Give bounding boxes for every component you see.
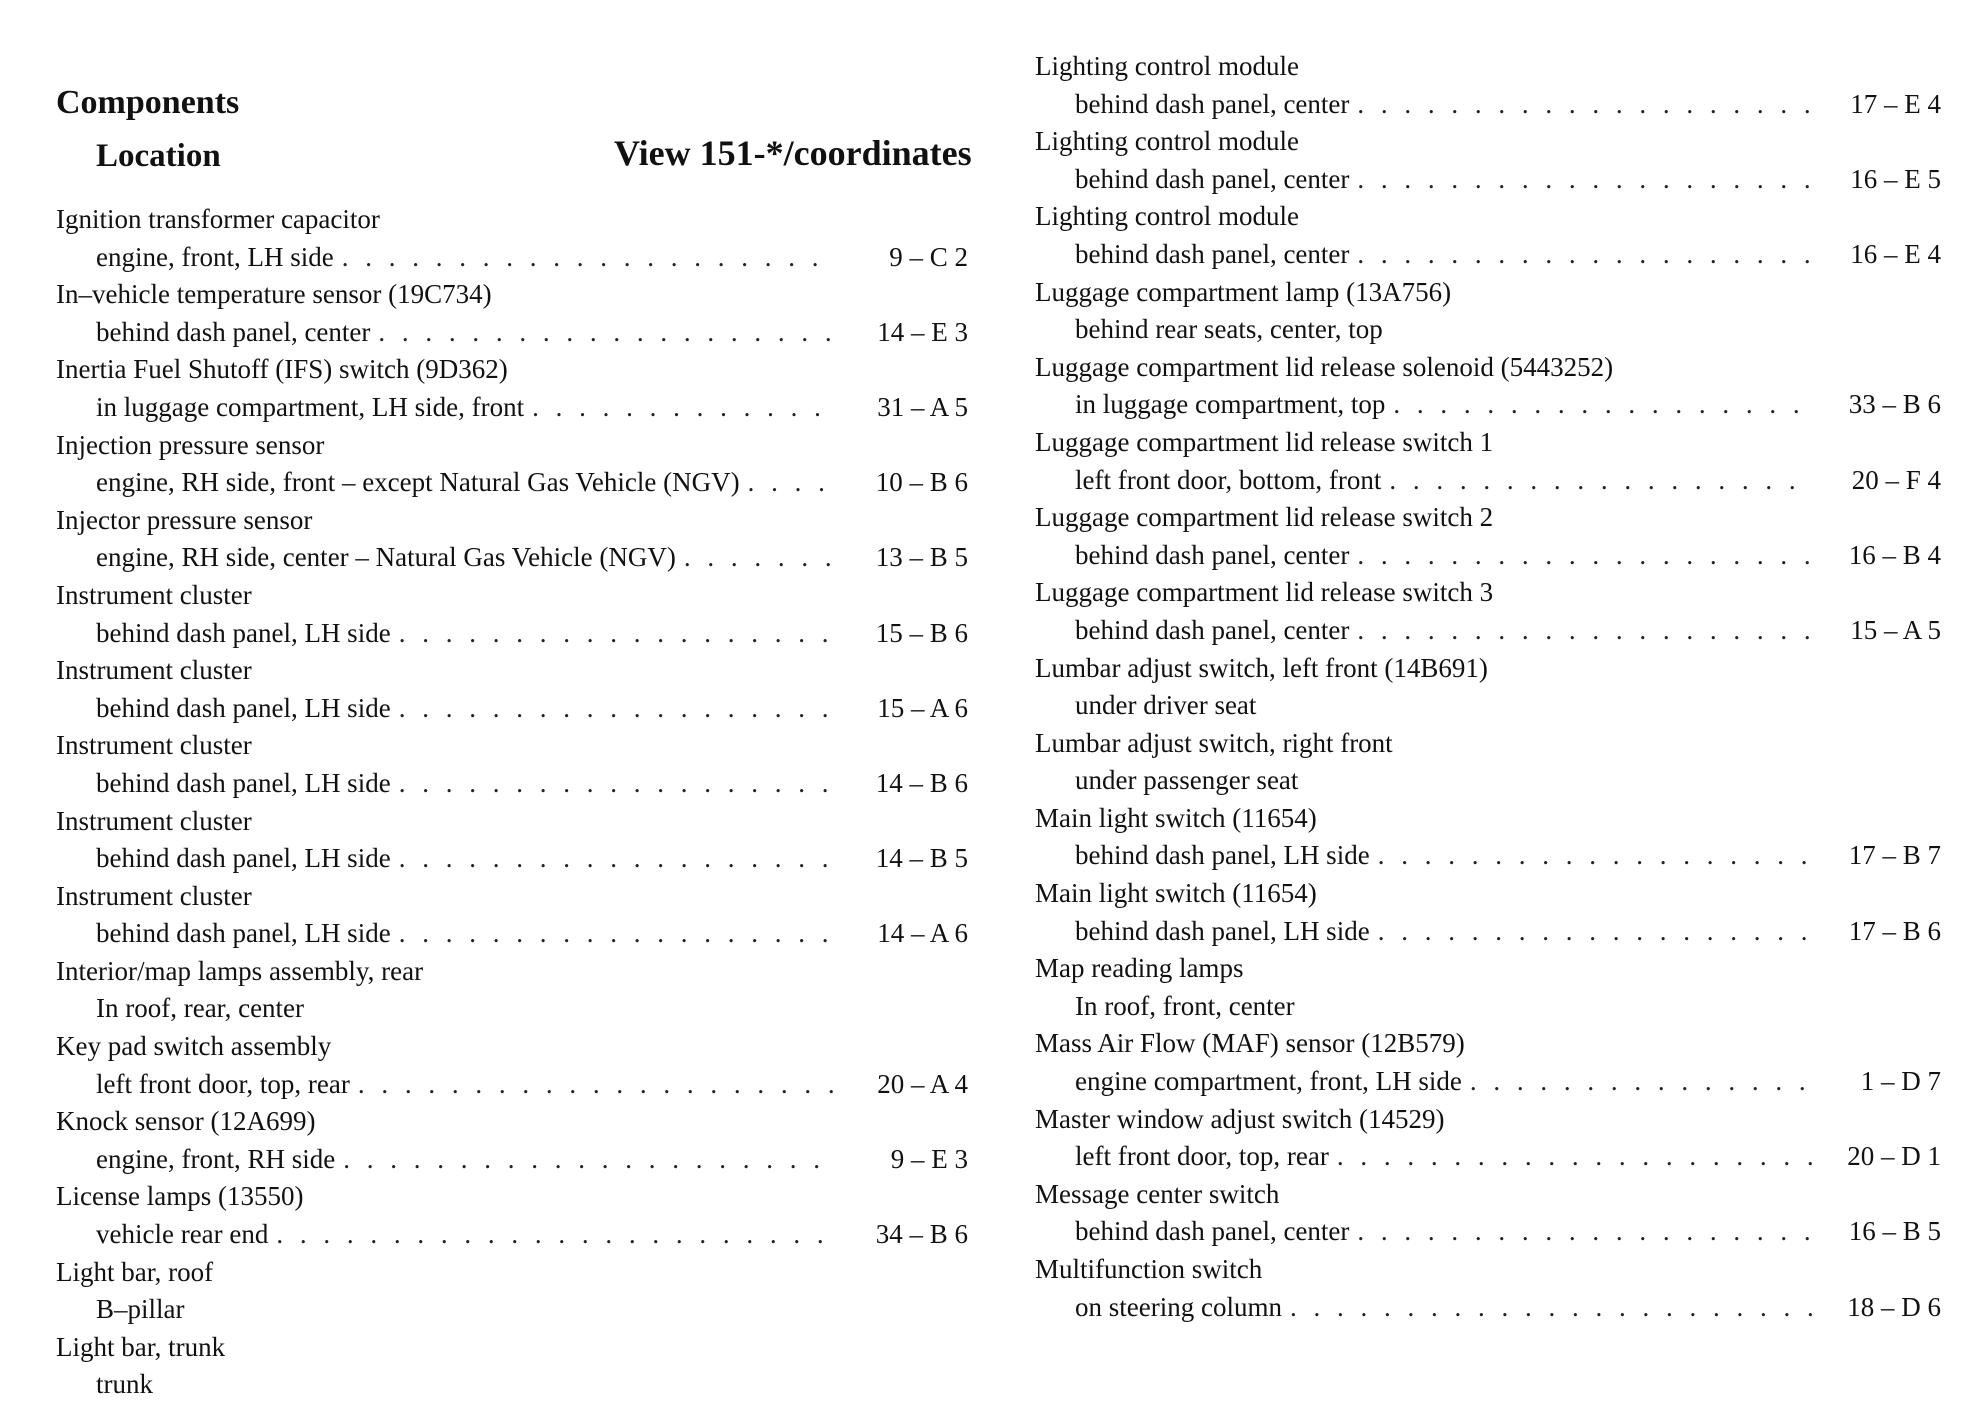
- view-coordinate: 17 – E 4: [1850, 88, 1941, 119]
- component-location: behind dash panel, LH side: [96, 918, 391, 949]
- component-name: Inertia Fuel Shutoff (IFS) switch (9D362): [56, 354, 508, 385]
- component-entry: [1035, 349, 1941, 424]
- component-location: engine, RH side, front – except Natural Gas Vehicle (NGV): [96, 467, 740, 498]
- location-row: [1035, 837, 1941, 875]
- view-coordinate: 1 – D 7: [1860, 1066, 1941, 1097]
- component-location: vehicle rear end: [96, 1219, 269, 1250]
- view-coordinate: 31 – A 5: [877, 391, 968, 422]
- dot-leader: [1378, 837, 1813, 875]
- component-name: Instrument cluster: [56, 655, 252, 686]
- view-coordinate: 15 – A 5: [1850, 614, 1941, 645]
- component-location: behind dash panel, center: [1075, 238, 1350, 269]
- view-coordinate: 15 – A 6: [877, 692, 968, 723]
- component-location: engine compartment, front, LH side: [1075, 1066, 1462, 1097]
- location-row: [1035, 1289, 1941, 1327]
- component-name: Key pad switch assembly: [56, 1031, 332, 1062]
- component-name: Luggage compartment lid release solenoid (5443252): [1035, 351, 1614, 382]
- component-entry: [1035, 274, 1941, 349]
- component-name: Luggage compartment lid release switch 3: [1035, 577, 1494, 608]
- dot-leader: [358, 1066, 836, 1104]
- location-row: [1035, 462, 1941, 500]
- component-name: Instrument cluster: [56, 730, 252, 761]
- component-entry: [1035, 800, 1941, 875]
- component-entry: [1035, 1101, 1941, 1176]
- component-location: on steering column: [1075, 1291, 1282, 1322]
- view-coordinate: 16 – E 5: [1850, 163, 1941, 194]
- dot-leader: [1357, 612, 1813, 650]
- view-coordinate: 18 – D 6: [1847, 1291, 1941, 1322]
- dot-leader: [1357, 1213, 1813, 1251]
- view-coordinate: 33 – B 6: [1848, 389, 1941, 420]
- dot-leader: [399, 840, 836, 878]
- location-row: [56, 690, 968, 728]
- component-entry: [1035, 574, 1941, 649]
- view-coordinate: 34 – B 6: [875, 1219, 968, 1250]
- component-location: behind rear seats, center, top: [1075, 314, 1383, 345]
- component-name: Lumbar adjust switch, left front (14B691): [1035, 652, 1488, 683]
- dot-leader: [399, 915, 836, 953]
- component-name: Knock sensor (12A699): [56, 1106, 316, 1137]
- location-row: [56, 615, 968, 653]
- component-entry: [56, 1028, 968, 1103]
- component-location: under driver seat: [1075, 690, 1257, 721]
- component-location: behind dash panel, center: [1075, 614, 1350, 645]
- component-location: B–pillar: [96, 1294, 185, 1325]
- view-coordinate: 16 – E 4: [1850, 238, 1941, 269]
- location-row: [56, 1291, 968, 1329]
- component-location: behind dash panel, LH side: [96, 767, 391, 798]
- component-entry: [1035, 48, 1941, 123]
- component-entry: [1035, 499, 1941, 574]
- component-entry: [1035, 725, 1941, 800]
- component-location: behind dash panel, LH side: [1075, 840, 1370, 871]
- component-entry: [1035, 1025, 1941, 1100]
- location-row: [56, 539, 968, 577]
- component-name: Main light switch (11654): [1035, 878, 1317, 909]
- dot-leader: [343, 1141, 836, 1179]
- component-location: In roof, rear, center: [96, 993, 305, 1024]
- component-name: Luggage compartment lid release switch 1: [1035, 426, 1494, 457]
- location-row: [56, 1141, 968, 1179]
- component-name: Instrument cluster: [56, 579, 252, 610]
- component-entry: [56, 727, 968, 802]
- component-entry: [1035, 198, 1941, 273]
- component-list-right: [1035, 48, 1941, 1326]
- location-row: [1035, 161, 1941, 199]
- location-row: [56, 239, 968, 277]
- component-name: License lamps (13550): [56, 1181, 304, 1212]
- component-name: Lumbar adjust switch, right front: [1035, 727, 1393, 758]
- component-name: Lighting control module: [1035, 201, 1299, 232]
- location-row: [56, 1366, 968, 1404]
- component-entry: [56, 201, 968, 276]
- view-coordinate: 14 – B 6: [875, 767, 968, 798]
- dot-leader: [342, 239, 836, 277]
- dot-leader: [684, 539, 836, 577]
- location-row: [1035, 988, 1941, 1026]
- dot-leader: [1357, 236, 1813, 274]
- location-row: [1035, 236, 1941, 274]
- view-coordinate: 9 – E 3: [890, 1143, 968, 1174]
- dot-leader: [1470, 1063, 1813, 1101]
- component-name: Message center switch: [1035, 1178, 1280, 1209]
- component-entry: [56, 652, 968, 727]
- component-entry: [56, 351, 968, 426]
- view-coordinate: 16 – B 4: [1848, 539, 1941, 570]
- dot-leader: [399, 690, 836, 728]
- view-coordinate: 20 – D 1: [1847, 1141, 1941, 1172]
- view-coordinate: 16 – B 5: [1848, 1216, 1941, 1247]
- component-entry: [56, 577, 968, 652]
- view-coordinate: 20 – F 4: [1851, 464, 1941, 495]
- location-row: [56, 840, 968, 878]
- component-name: Lighting control module: [1035, 51, 1299, 81]
- column-header-view-coordinates: View 151-*/coordinates: [614, 133, 972, 173]
- dot-leader: [748, 464, 836, 502]
- component-name: Lighting control module: [1035, 126, 1299, 157]
- component-location: behind dash panel, LH side: [96, 617, 391, 648]
- location-row: [1035, 1063, 1941, 1101]
- component-location: engine, front, RH side: [96, 1143, 336, 1174]
- dot-leader: [1378, 913, 1813, 951]
- view-coordinate: 13 – B 5: [875, 542, 968, 573]
- component-location: behind dash panel, center: [96, 316, 371, 347]
- location-row: [56, 464, 968, 502]
- dot-leader: [378, 314, 836, 352]
- dot-leader: [1290, 1289, 1813, 1327]
- component-entry: [56, 276, 968, 351]
- component-name: Interior/map lamps assembly, rear: [56, 955, 424, 986]
- component-location: in luggage compartment, LH side, front: [96, 391, 525, 422]
- component-location: in luggage compartment, top: [1075, 389, 1386, 420]
- component-name: Instrument cluster: [56, 880, 252, 911]
- component-entry: [56, 803, 968, 878]
- component-entry: [56, 1329, 968, 1404]
- component-location: behind dash panel, LH side: [1075, 915, 1370, 946]
- location-row: [1035, 687, 1941, 725]
- location-row: [1035, 762, 1941, 800]
- component-location: In roof, front, center: [1075, 990, 1295, 1021]
- location-row: [56, 314, 968, 352]
- location-row: [56, 765, 968, 803]
- component-name: Ignition transformer capacitor: [56, 204, 380, 234]
- location-row: [1035, 311, 1941, 349]
- component-location: behind dash panel, center: [1075, 1216, 1350, 1247]
- page-title: Components: [56, 84, 240, 121]
- component-name: Luggage compartment lamp (13A756): [1035, 276, 1452, 307]
- component-location: behind dash panel, center: [1075, 88, 1350, 119]
- location-row: [56, 1066, 968, 1104]
- location-row: [56, 915, 968, 953]
- component-entry: [1035, 950, 1941, 1025]
- component-location: left front door, top, rear: [96, 1068, 350, 1099]
- component-entry: [56, 953, 968, 1028]
- dot-leader: [399, 615, 836, 653]
- location-row: [1035, 612, 1941, 650]
- dot-leader: [1357, 161, 1813, 199]
- location-row: [1035, 1213, 1941, 1251]
- dot-leader: [1357, 537, 1813, 575]
- view-coordinate: 17 – B 7: [1848, 840, 1941, 871]
- component-location: behind dash panel, center: [1075, 539, 1350, 570]
- component-location: behind dash panel, center: [1075, 163, 1350, 194]
- component-entry: [56, 1254, 968, 1329]
- column-header-location: Location: [96, 138, 221, 174]
- component-location: left front door, bottom, front: [1075, 464, 1382, 495]
- component-entry: [1035, 1176, 1941, 1251]
- component-name: In–vehicle temperature sensor (19C734): [56, 279, 492, 310]
- view-coordinate: 10 – B 6: [875, 467, 968, 498]
- view-coordinate: 17 – B 6: [1848, 915, 1941, 946]
- component-entry: [1035, 424, 1941, 499]
- component-name: Injector pressure sensor: [56, 504, 313, 535]
- component-location: trunk: [96, 1369, 153, 1400]
- dot-leader: [276, 1216, 836, 1254]
- component-entry: [56, 1178, 968, 1253]
- component-location: engine, front, LH side: [96, 241, 334, 272]
- view-coordinate: 20 – A 4: [877, 1068, 968, 1099]
- dot-leader: [399, 765, 836, 803]
- location-row: [56, 1216, 968, 1254]
- view-coordinate: 15 – B 6: [875, 617, 968, 648]
- view-coordinate: 9 – C 2: [889, 241, 968, 272]
- location-row: [1035, 386, 1941, 424]
- dot-leader: [1337, 1138, 1813, 1176]
- component-name: Map reading lamps: [1035, 953, 1244, 984]
- component-location: under passenger seat: [1075, 765, 1299, 796]
- component-name: Main light switch (11654): [1035, 802, 1317, 833]
- location-row: [56, 389, 968, 427]
- component-location: behind dash panel, LH side: [96, 843, 391, 874]
- component-entry: [1035, 650, 1941, 725]
- component-list-left: [56, 201, 968, 1404]
- location-row: [1035, 913, 1941, 951]
- dot-leader: [1389, 462, 1813, 500]
- component-entry: [56, 502, 968, 577]
- component-location: behind dash panel, LH side: [96, 692, 391, 723]
- component-location: left front door, top, rear: [1075, 1141, 1329, 1172]
- component-entry: [1035, 123, 1941, 198]
- location-row: [1035, 537, 1941, 575]
- component-name: Multifunction switch: [1035, 1254, 1263, 1284]
- view-coordinate: 14 – E 3: [877, 316, 968, 347]
- component-name: Luggage compartment lid release switch 2: [1035, 502, 1494, 533]
- component-entry: [1035, 875, 1941, 950]
- component-location: engine, RH side, center – Natural Gas Vehicle (NGV): [96, 542, 676, 573]
- location-row: [56, 990, 968, 1028]
- component-entry: [1035, 1251, 1941, 1326]
- view-coordinate: 14 – A 6: [877, 918, 968, 949]
- component-entry: [56, 878, 968, 953]
- location-row: [1035, 1138, 1941, 1176]
- view-coordinate: 14 – B 5: [875, 843, 968, 874]
- component-name: Mass Air Flow (MAF) sensor (12B579): [1035, 1028, 1465, 1059]
- component-entry: [56, 427, 968, 502]
- dot-leader: [532, 389, 836, 427]
- component-entry: [56, 1103, 968, 1178]
- dot-leader: [1357, 86, 1813, 124]
- component-name: Light bar, trunk: [56, 1331, 226, 1362]
- dot-leader: [1393, 386, 1813, 424]
- component-name: Light bar, roof: [56, 1256, 214, 1287]
- component-name: Injection pressure sensor: [56, 429, 325, 460]
- component-name: Master window adjust switch (14529): [1035, 1103, 1445, 1134]
- component-name: Instrument cluster: [56, 805, 252, 836]
- location-row: [1035, 86, 1941, 124]
